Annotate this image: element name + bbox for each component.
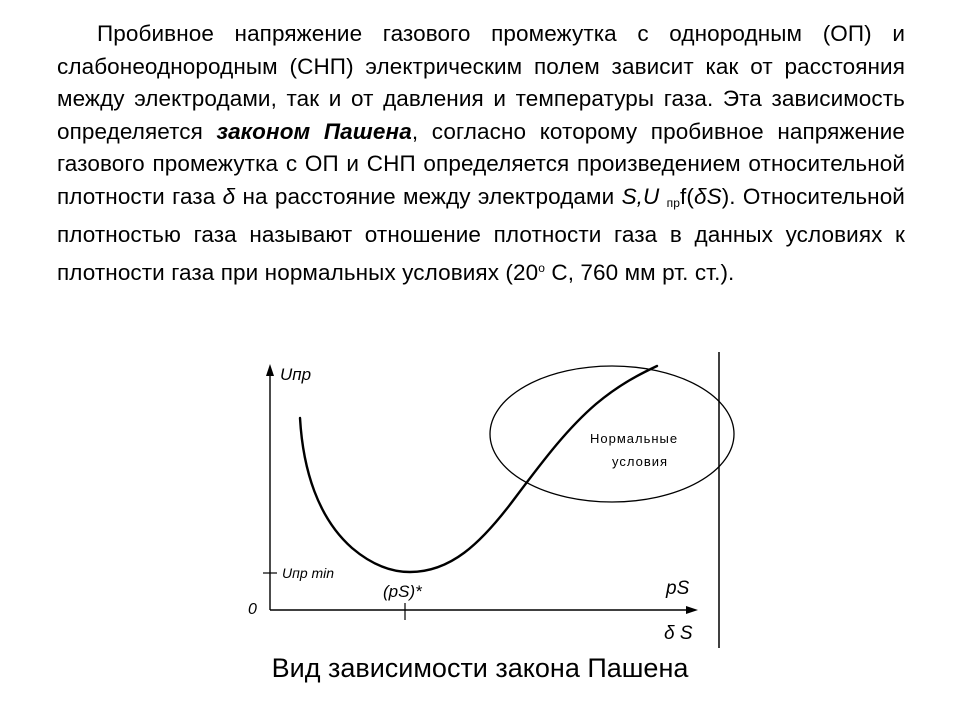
delta-symbol: δ <box>222 183 236 209</box>
paragraph-text-1: Пробивное напряжение газового промежутка с однородным (ОП) и слабонеоднородным (СНП) электрическим полем зависит как от расстояния между электродами, так и от давления и температуры газа. Эта зависимость определяется <box>57 21 905 144</box>
formula-close: ). <box>721 183 736 209</box>
formula-f: f( <box>680 183 694 209</box>
ellipse-label-line1: Нормальные <box>590 431 679 446</box>
paragraph-text-2: , согласно которому пробивное напряжение газового промежутка с ОП и СНП определяется произведением относительной плотности газа <box>57 118 905 209</box>
u-min-label: Uпр min <box>282 565 335 581</box>
origin-label: 0 <box>248 601 257 618</box>
paschen-curve <box>300 366 657 572</box>
formula-ds: δS <box>693 183 722 209</box>
formula-subscript: пр <box>666 195 681 210</box>
paragraph-text-4: Относительной плотностью газа называют отношение плотности газа в данных условиях к плотности газа при нормальных условиях (20 <box>57 183 905 285</box>
y-axis-label: Uпр <box>280 365 312 384</box>
y-axis-arrow-icon <box>266 364 274 376</box>
degree-mark: о <box>538 260 546 275</box>
paragraph-text-5: С, 760 мм рт. ст.). <box>545 259 735 285</box>
ps-star-label: (pS)* <box>383 582 422 601</box>
ellipse-label-line2: условия <box>612 454 669 469</box>
delta-s-label: δ S <box>664 623 693 644</box>
paragraph-text-3: на расстояние между электродами <box>235 183 622 209</box>
ps-label: pS <box>666 578 690 599</box>
figure-caption: Вид зависимости закона Пашена <box>271 653 689 683</box>
x-axis-arrow-icon <box>686 606 698 614</box>
formula-su: S,U <box>621 183 660 209</box>
paschen-law-term: законом Пашена <box>216 118 412 144</box>
